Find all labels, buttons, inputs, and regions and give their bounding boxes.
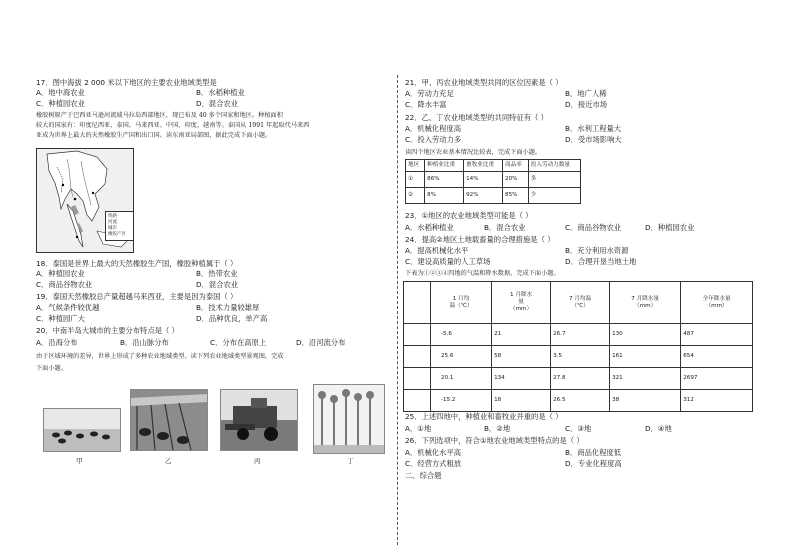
q22-option-c[interactable]: C．投入劳动力多 — [405, 135, 462, 144]
table1-header: 种植业比重 — [425, 160, 464, 172]
legend-rubber-area: 橡胶产区 — [108, 232, 126, 237]
table-cell: ② — [406, 188, 425, 204]
table2-blank-header — [404, 282, 431, 324]
table-cell — [404, 368, 431, 390]
legend-railway: 铁路 — [108, 214, 117, 219]
table-cell: 38 — [610, 390, 681, 412]
table-cell: 26.7 — [551, 324, 610, 346]
table-cell: 130 — [610, 324, 681, 346]
q23-option-c[interactable]: C．商品谷物农业 — [565, 223, 622, 232]
table-cell: 8% — [425, 188, 464, 204]
table-cell: 25.6 — [431, 346, 492, 368]
q19-option-c[interactable]: C．种植园广大 — [36, 314, 85, 323]
table-cell: ① — [406, 172, 425, 188]
q24-option-a[interactable]: A．提高机械化水平 — [405, 246, 469, 255]
question-24: 24．提高②地区土地载畜量的合理措施是（ ） — [405, 235, 555, 244]
table-cell: -15.2 — [431, 390, 492, 412]
table-cell: 321 — [610, 368, 681, 390]
q25-option-a[interactable]: A．①地 — [405, 424, 432, 433]
table-cell: 14% — [464, 172, 503, 188]
q21-option-b[interactable]: B．地广人稀 — [565, 89, 607, 98]
q23-option-d[interactable]: D．种植园农业 — [645, 223, 695, 232]
q25-option-d[interactable]: D．④地 — [645, 424, 672, 433]
caption-bing: 丙 — [254, 457, 261, 465]
question-20: 20．中南半岛大城市的主要分布特点是（ ） — [36, 326, 179, 335]
legend-city: 城市 — [108, 226, 117, 231]
table-cell: 20.1 — [431, 368, 492, 390]
table-cell: 92% — [464, 188, 503, 204]
q17-option-d[interactable]: D．混合农业 — [196, 99, 239, 108]
table1-header: 畜牧业比重 — [464, 160, 503, 172]
table1-header: 地区 — [406, 160, 425, 172]
photo-yi-dairy-barn — [130, 389, 208, 451]
q22-option-a[interactable]: A．机械化程度高 — [405, 124, 462, 133]
q20-option-c[interactable]: C．分布在高原上 — [210, 338, 267, 347]
q24-option-d[interactable]: D．合理开垦当地土地 — [565, 257, 637, 266]
caption-yi: 乙 — [165, 457, 172, 465]
table-row — [406, 172, 581, 188]
q26-option-d[interactable]: D．专业化程度高 — [565, 459, 622, 468]
table-row — [404, 324, 753, 346]
q18-option-b[interactable]: B．热带农业 — [196, 269, 238, 278]
q19-option-b[interactable]: B．技术力量较雄厚 — [196, 303, 260, 312]
question-21: 21．甲、丙农业地域类型共同的区位因素是（ ） — [405, 78, 563, 87]
table-cell: 少 — [528, 188, 580, 204]
question-23: 23．①地区的农业地域类型可能是（ ） — [405, 211, 533, 220]
question-19: 19．泰国天然橡胶总产量超越马来西亚，主要是因为泰国（ ） — [36, 292, 238, 301]
agriculture-comparison-table — [405, 159, 581, 204]
q26-option-a[interactable]: A．机械化水平高 — [405, 448, 462, 457]
q21-option-d[interactable]: D．接近市场 — [565, 100, 608, 109]
q24-option-b[interactable]: B．充分利用水资源 — [565, 246, 629, 255]
legend-river: 河流 — [108, 220, 117, 225]
table-cell: 654 — [681, 346, 753, 368]
table2-header: 7 月降水量 （mm） — [610, 282, 681, 324]
section-comprehensive-heading: 二、综合题 — [405, 471, 442, 480]
table-cell: 21 — [492, 324, 551, 346]
table2-intro: 下表为①②③④四地的气温和降水数据，完成下面小题。 — [405, 270, 560, 277]
table-cell — [404, 346, 431, 368]
q19-option-a[interactable]: A．气候条件较优越 — [36, 303, 100, 312]
table1-intro: 读四个地区农业基本情况比较表，完成下面小题。 — [405, 149, 542, 156]
q23-option-a[interactable]: A．水稻种植业 — [405, 223, 454, 232]
question-26: 26．下列选项中，符合①地农业地域类型特点的是（ ） — [405, 436, 584, 445]
landscape-passage-line-2: 下面小题。 — [36, 365, 67, 372]
question-25: 25．上述四地中，种植业和畜牧业并重的是（ ） — [405, 412, 563, 421]
table2-header: 7 月均温 （℃） — [551, 282, 610, 324]
table-cell: 134 — [492, 368, 551, 390]
question-22: 22．乙、丁农业地域类型的共同特征有（ ） — [405, 113, 548, 122]
table1-header-row — [406, 160, 581, 172]
table-cell: -5.6 — [431, 324, 492, 346]
table1-header: 投入劳动力数量 — [528, 160, 580, 172]
column-divider — [397, 75, 398, 545]
map-legend — [105, 211, 134, 241]
q21-option-a[interactable]: A．劳动力充足 — [405, 89, 454, 98]
q17-option-c[interactable]: C．种植园农业 — [36, 99, 85, 108]
table-cell: 58 — [492, 346, 551, 368]
table-cell: 85% — [503, 188, 529, 204]
q20-option-a[interactable]: A．沿海分布 — [36, 338, 78, 347]
q17-option-b[interactable]: B．水稻种植业 — [196, 88, 245, 97]
table-cell: 多 — [528, 172, 580, 188]
q21-option-c[interactable]: C．降水丰富 — [405, 100, 447, 109]
table-cell: 18 — [492, 390, 551, 412]
table2-header-row — [404, 282, 753, 324]
photo-jia-cattle-grazing — [43, 408, 121, 452]
q25-option-b[interactable]: B．②地 — [484, 424, 511, 433]
q17-option-a[interactable]: A．地中海农业 — [36, 88, 85, 97]
table-row — [404, 390, 753, 412]
table-cell: 487 — [681, 324, 753, 346]
table-cell: 312 — [681, 390, 753, 412]
question-17: 17．图中海拔 2 000 米以下地区的主要农业地域类型是 — [36, 78, 217, 87]
table-cell: 27.8 — [551, 368, 610, 390]
climate-data-table — [403, 281, 753, 412]
table-cell — [404, 324, 431, 346]
rubber-passage-line-3: 亚成为世界上最大的天然橡胶生产国和出口国。读东南亚局部图，据此完成下面小题。 — [36, 132, 272, 139]
table2-header: 1 月均 温（℃） — [431, 282, 492, 324]
table-cell: 86% — [425, 172, 464, 188]
q22-option-b[interactable]: B．水利工程量大 — [565, 124, 622, 133]
southeast-asia-map — [36, 148, 134, 253]
table-row — [406, 188, 581, 204]
table-cell: 161 — [610, 346, 681, 368]
q22-option-d[interactable]: D．受市场影响大 — [565, 135, 622, 144]
q25-option-c[interactable]: C．③地 — [565, 424, 592, 433]
landscape-passage-line-1: 由于区域环境的差异，世界上形成了多种农业地域类型。读下列农业地域类型景观图，完成 — [36, 353, 284, 360]
q18-option-d[interactable]: D．混合农业 — [196, 280, 239, 289]
q20-option-b[interactable]: B．沿山脉分布 — [120, 338, 169, 347]
table-cell: 20% — [503, 172, 529, 188]
q20-option-d[interactable]: D．沿河流分布 — [296, 338, 346, 347]
table-cell — [404, 390, 431, 412]
photo-ding-plantation — [313, 384, 385, 454]
q18-option-a[interactable]: A．种植园农业 — [36, 269, 85, 278]
table-cell: 2697 — [681, 368, 753, 390]
q24-option-c[interactable]: C．建设高质量的人工草场 — [405, 257, 491, 266]
table-cell: 26.5 — [551, 390, 610, 412]
table2-header: 全年降水量 （mm） — [681, 282, 753, 324]
q19-option-d[interactable]: D．品种优良，单产高 — [196, 314, 268, 323]
photo-bing-harvester — [220, 389, 298, 451]
table2-header: 1 月降水 量 （mm） — [492, 282, 551, 324]
caption-ding: 丁 — [347, 457, 354, 465]
q26-option-c[interactable]: C．经营方式粗放 — [405, 459, 462, 468]
caption-jia: 甲 — [76, 457, 83, 465]
rubber-passage-line-1: 橡胶树原产于巴西亚马逊河流域马拉岛西部地区，现已布及 40 多个国家和地区。种植面积 — [36, 112, 283, 119]
table-row — [404, 346, 753, 368]
q23-option-b[interactable]: B．混合农业 — [484, 223, 526, 232]
table-row — [404, 368, 753, 390]
q18-option-c[interactable]: C．商品谷物农业 — [36, 280, 93, 289]
table-cell: 3.5 — [551, 346, 610, 368]
table1-header: 商品率 — [503, 160, 529, 172]
rubber-passage-line-2: 较大的国家有：印度尼西亚、泰国、马来西亚、中国、印度、越南等。泰国从 1991 年起取代马来西 — [36, 122, 310, 129]
q26-option-b[interactable]: B．商品化程度低 — [565, 448, 622, 457]
question-18: 18．泰国是世界上最大的天然橡胶生产国，橡胶种植属于（ ） — [36, 259, 238, 268]
